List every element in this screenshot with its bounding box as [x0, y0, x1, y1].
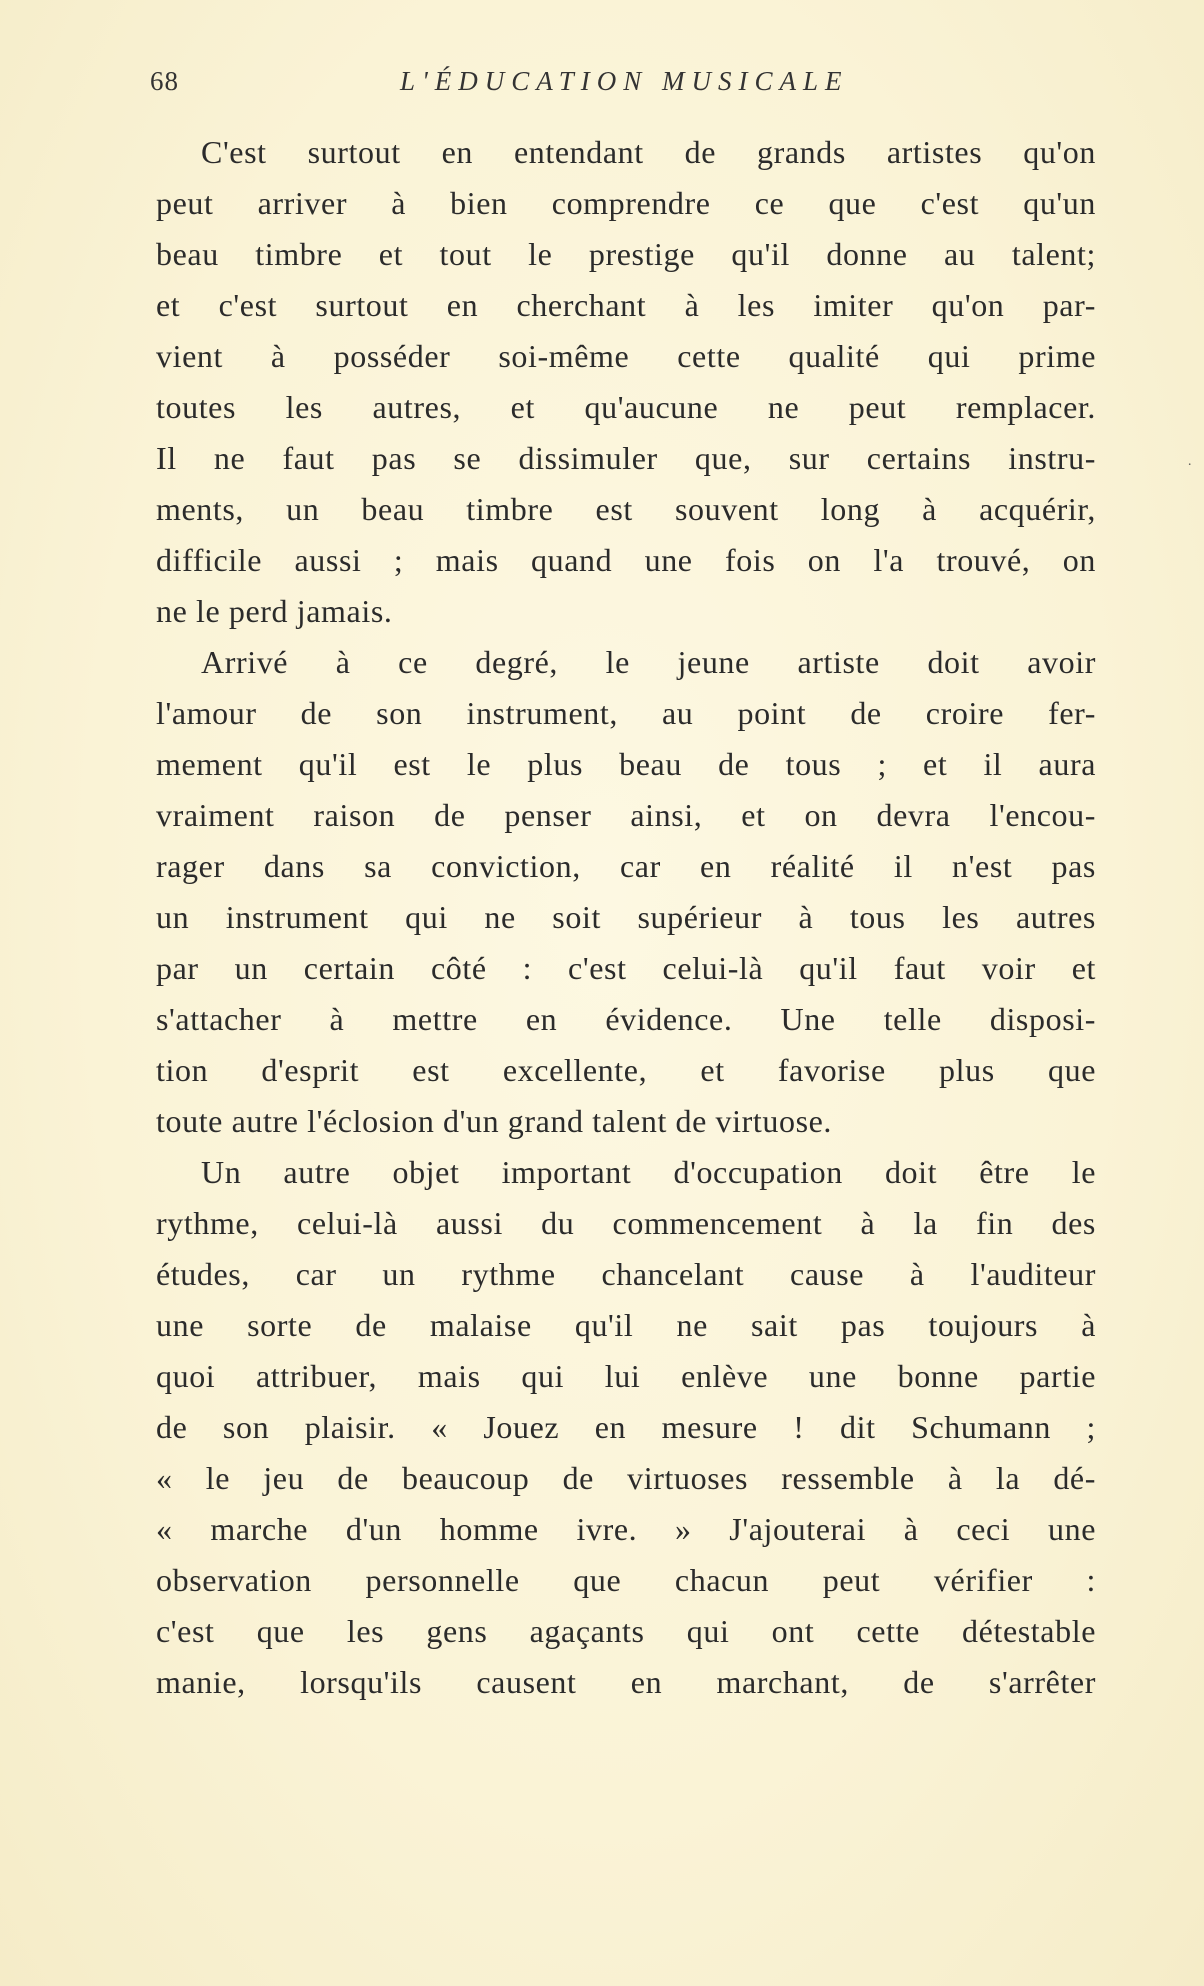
text-line: s'attacher à mettre en évidence. Une telle disposi- — [156, 1001, 1096, 1037]
text-line: de son plaisir. « Jouez en mesure ! dit Schumann ; — [156, 1409, 1096, 1445]
text-line: toute autre l'éclosion d'un grand talent de virtuose. — [156, 1103, 833, 1139]
text-line: ments, un beau timbre est souvent long à acquérir, — [156, 491, 1096, 527]
text-line: toutes les autres, et qu'aucune ne peut remplacer. — [156, 389, 1096, 425]
text-line: tion d'esprit est excellente, et favorise plus que — [156, 1052, 1096, 1088]
text-line: ne le perd jamais. — [156, 593, 393, 629]
text-line: un instrument qui ne soit supérieur à tous les autres — [156, 899, 1096, 935]
text-line: peut arriver à bien comprendre ce que c'est qu'un — [156, 185, 1096, 221]
text-line: vraiment raison de penser ainsi, et on devra l'encou- — [156, 797, 1096, 833]
text-line: « marche d'un homme ivre. » J'ajouterai à ceci une — [156, 1511, 1096, 1547]
text-line: par un certain côté : c'est celui-là qu'il faut voir et — [156, 950, 1096, 986]
body-text — [156, 127, 1096, 1708]
text-line: C'est surtout en entendant de grands artistes qu'on — [201, 134, 1096, 170]
text-line: « le jeu de beaucoup de virtuoses ressemble à la dé- — [156, 1460, 1096, 1496]
text-line: difficile aussi ; mais quand une fois on l'a trouvé, on — [156, 542, 1096, 578]
text-line: études, car un rythme chancelant cause à l'auditeur — [156, 1256, 1096, 1292]
running-head — [150, 66, 1095, 106]
text-line: l'amour de son instrument, au point de croire fer- — [156, 695, 1096, 731]
text-line: rager dans sa conviction, car en réalité il n'est pas — [156, 848, 1096, 884]
text-line: Arrivé à ce degré, le jeune artiste doit avoir — [201, 644, 1096, 680]
text-line: quoi attribuer, mais qui lui enlève une bonne partie — [156, 1358, 1096, 1394]
running-title: L'ÉDUCATION MUSICALE — [400, 66, 849, 96]
text-line: vient à posséder soi-même cette qualité qui prime — [156, 338, 1096, 374]
page-number: 68 — [150, 66, 179, 96]
text-line: Un autre objet important d'occupation doit être le — [201, 1154, 1096, 1190]
text-line: manie, lorsqu'ils causent en marchant, de s'arrêter — [156, 1664, 1096, 1700]
text-line: Il ne faut pas se dissimuler que, sur certains instru- — [156, 440, 1096, 476]
margin-mark: · — [1187, 458, 1192, 473]
text-line: c'est que les gens agaçants qui ont cette détestable — [156, 1613, 1096, 1649]
text-line: une sorte de malaise qu'il ne sait pas toujours à — [156, 1307, 1096, 1343]
text-line: rythme, celui-là aussi du commencement à la fin des — [156, 1205, 1096, 1241]
text-line: et c'est surtout en cherchant à les imiter qu'on par- — [156, 287, 1096, 323]
text-line: beau timbre et tout le prestige qu'il donne au talent; — [156, 236, 1096, 272]
text-line: mement qu'il est le plus beau de tous ; et il aura — [156, 746, 1096, 782]
text-line: observation personnelle que chacun peut vérifier : — [156, 1562, 1096, 1598]
